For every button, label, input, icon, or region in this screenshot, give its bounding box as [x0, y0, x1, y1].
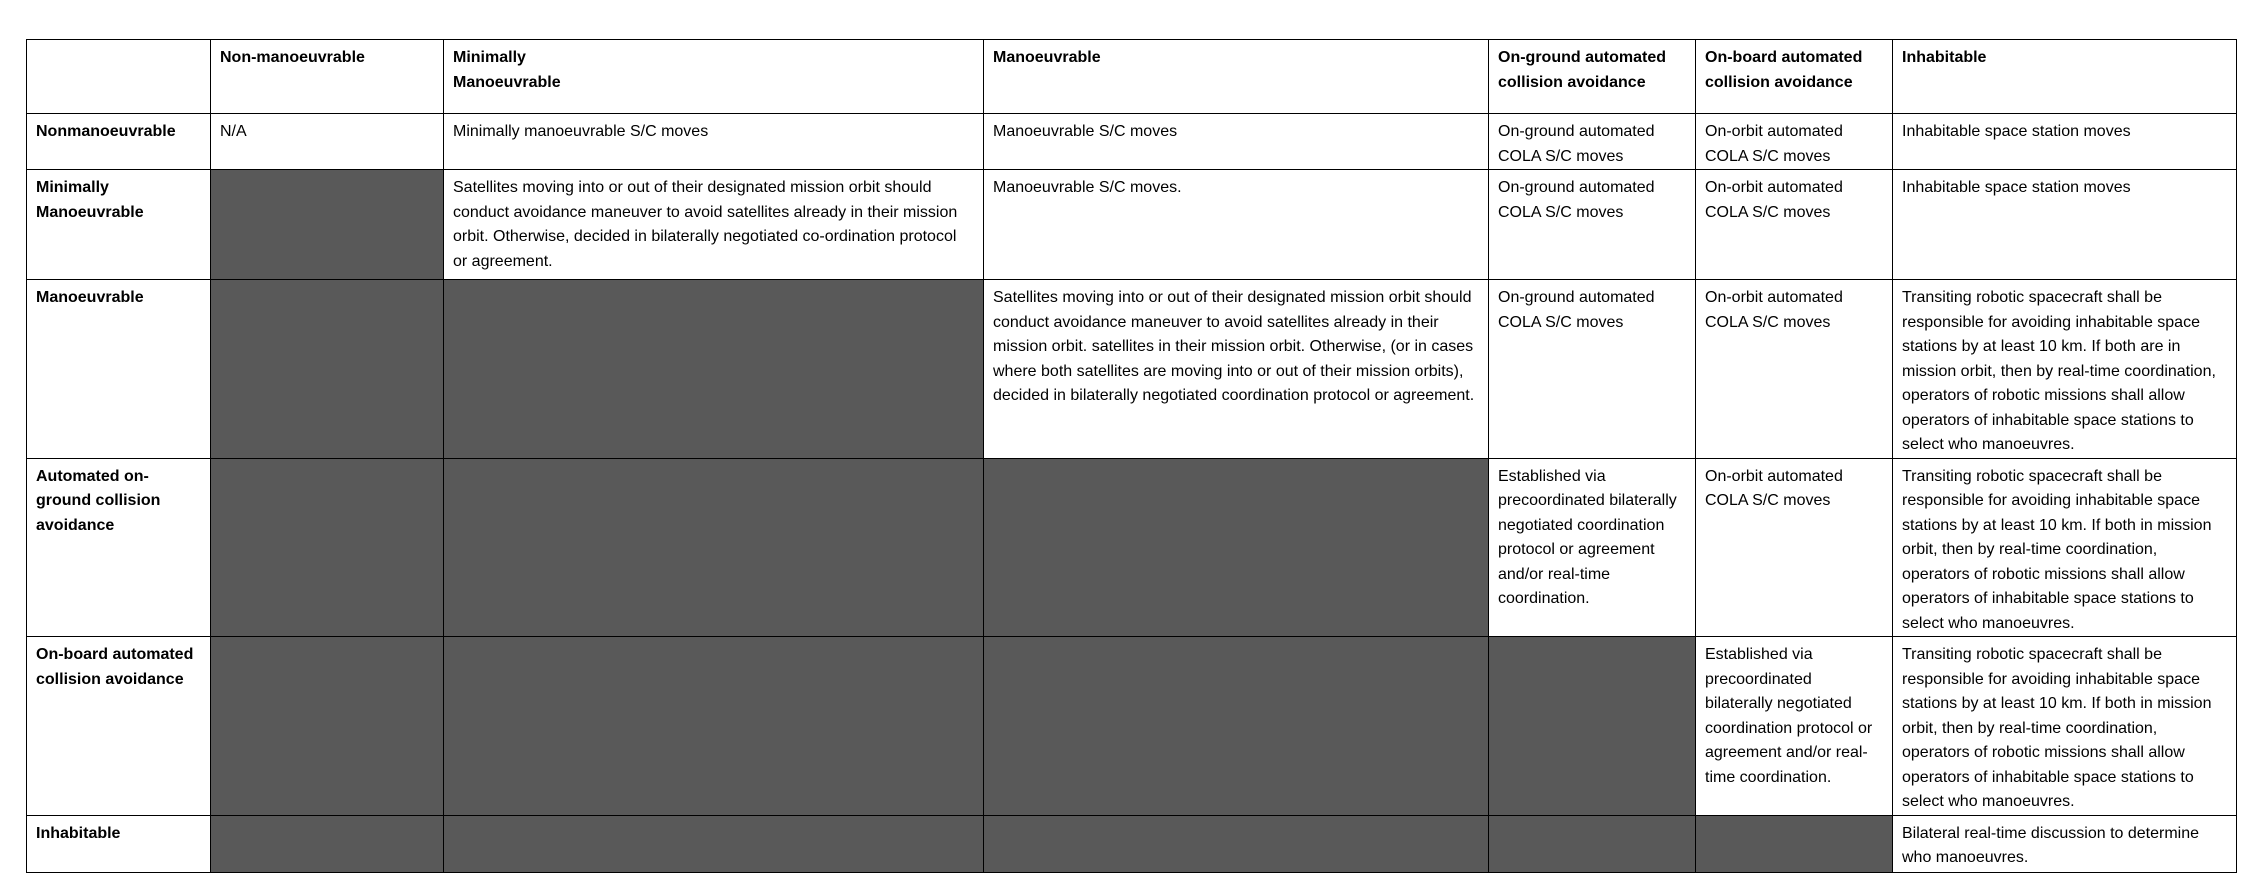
blocked-cell	[211, 170, 444, 280]
table-cell: On-ground automated COLA S/C moves	[1489, 114, 1696, 170]
row-header: Nonmanoeuvrable	[27, 114, 211, 170]
column-header: On-board automated collision avoidance	[1696, 40, 1893, 114]
table-cell: On-ground automated COLA S/C moves	[1489, 280, 1696, 459]
column-header: Manoeuvrable	[984, 40, 1489, 114]
table-cell: Manoeuvrable S/C moves	[984, 114, 1489, 170]
table-cell: Inhabitable space station moves	[1893, 114, 2237, 170]
table-cell: On-ground automated COLA S/C moves	[1489, 170, 1696, 280]
blocked-cell	[984, 815, 1489, 872]
table-cell: Satellites moving into or out of their designated mission orbit should conduct avoidance maneuver to avoid satellites already in their mission orbit. satellites in their mission orbit. Otherwise, (or in cases where both satellites are moving into or out of their mission orbits), decided in bilaterally negotiated coordination protocol or agreement.	[984, 280, 1489, 459]
table-cell: On-orbit automated COLA S/C moves	[1696, 170, 1893, 280]
collision-avoidance-matrix	[26, 39, 2237, 873]
blocked-cell	[211, 637, 444, 816]
column-header	[27, 40, 211, 114]
column-header: On-ground automated collision avoidance	[1489, 40, 1696, 114]
table-cell: On-orbit automated COLA S/C moves	[1696, 114, 1893, 170]
table-cell: Bilateral real-time discussion to determine who manoeuvres.	[1893, 815, 2237, 872]
table-cell: Minimally manoeuvrable S/C moves	[444, 114, 984, 170]
table-cell: Established via precoordinated bilaterally negotiated coordination protocol or agreement and/or real-time coordination.	[1696, 637, 1893, 816]
row-header: Automated on-ground collision avoidance	[27, 458, 211, 637]
header-row	[27, 40, 2237, 114]
table-row	[27, 280, 2237, 459]
table-cell: On-orbit automated COLA S/C moves	[1696, 280, 1893, 459]
blocked-cell	[444, 815, 984, 872]
table-cell: Inhabitable space station moves	[1893, 170, 2237, 280]
table-row	[27, 637, 2237, 816]
blocked-cell	[1489, 637, 1696, 816]
row-header: Manoeuvrable	[27, 280, 211, 459]
blocked-cell	[984, 637, 1489, 816]
table-cell: Transiting robotic spacecraft shall be responsible for avoiding inhabitable space stations by at least 10 km. If both in mission orbit, then by real-time coordination, operators of robotic missions shall allow operators of inhabitable space stations to select who manoeuvres.	[1893, 458, 2237, 637]
blocked-cell	[444, 280, 984, 459]
blocked-cell	[1696, 815, 1893, 872]
row-header: On-board automated collision avoidance	[27, 637, 211, 816]
row-header: Inhabitable	[27, 815, 211, 872]
table-cell: On-orbit automated COLA S/C moves	[1696, 458, 1893, 637]
table-cell: N/A	[211, 114, 444, 170]
table-cell: Transiting robotic spacecraft shall be responsible for avoiding inhabitable space stations by at least 10 km. If both are in mission orbit, then by real-time coordination, operators of robotic missions shall allow operators of inhabitable space stations to select who manoeuvres.	[1893, 280, 2237, 459]
table-row	[27, 458, 2237, 637]
blocked-cell	[1489, 815, 1696, 872]
column-header: Inhabitable	[1893, 40, 2237, 114]
blocked-cell	[211, 458, 444, 637]
blocked-cell	[211, 815, 444, 872]
table-cell: Manoeuvrable S/C moves.	[984, 170, 1489, 280]
table-row	[27, 170, 2237, 280]
table-cell: Established via precoordinated bilaterally negotiated coordination protocol or agreement and/or real-time coordination.	[1489, 458, 1696, 637]
table-cell: Transiting robotic spacecraft shall be responsible for avoiding inhabitable space stations by at least 10 km. If both in mission orbit, then by real-time coordination, operators of robotic missions shall allow operators of inhabitable space stations to select who manoeuvres.	[1893, 637, 2237, 816]
blocked-cell	[444, 637, 984, 816]
blocked-cell	[444, 458, 984, 637]
column-header: Non-manoeuvrable	[211, 40, 444, 114]
table-cell: Satellites moving into or out of their designated mission orbit should conduct avoidance maneuver to avoid satellites already in their mission orbit. Otherwise, decided in bilaterally negotiated co-ordination protocol or agreement.	[444, 170, 984, 280]
blocked-cell	[984, 458, 1489, 637]
row-header: Minimally Manoeuvrable	[27, 170, 211, 280]
column-header: Minimally Manoeuvrable	[444, 40, 984, 114]
blocked-cell	[211, 280, 444, 459]
table-row	[27, 114, 2237, 170]
table-row	[27, 815, 2237, 872]
